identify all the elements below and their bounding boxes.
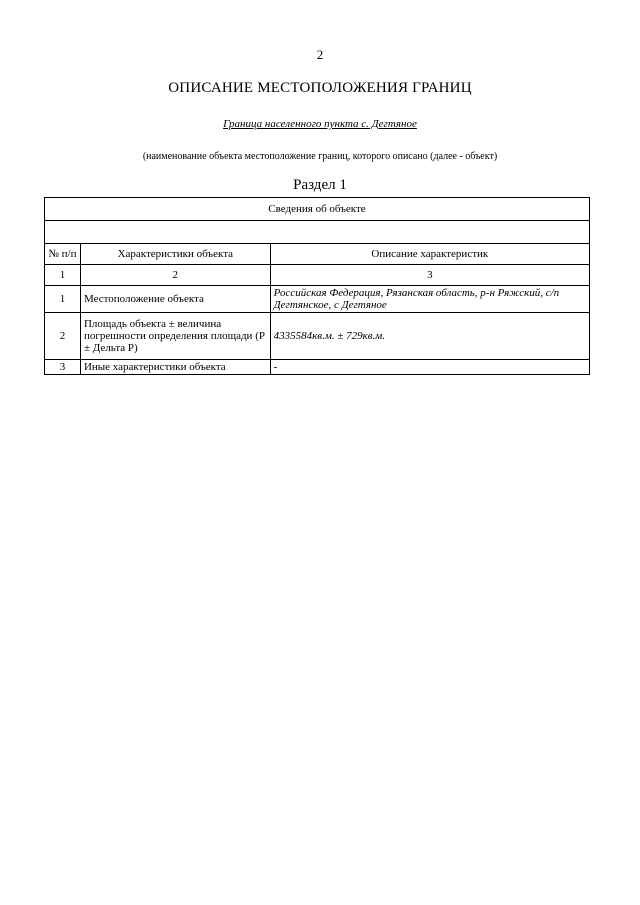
- row-characteristic: Иные характеристики объекта: [80, 360, 270, 375]
- page-number: 2: [316, 47, 324, 62]
- column-number-1: 1: [45, 265, 81, 286]
- row-description: 4335584кв.м. ± 729кв.м.: [270, 313, 589, 360]
- row-characteristic: Площадь объекта ± величина погрешности определения площади (Р ± Дельта Р): [80, 313, 270, 360]
- row-number: 2: [45, 313, 81, 360]
- table-heading: Сведения об объекте: [45, 198, 590, 221]
- column-header-number: № п/п: [45, 244, 81, 265]
- section-title: Раздел 1: [293, 177, 347, 193]
- column-number-3: 3: [270, 265, 589, 286]
- table-blank-row: [45, 221, 590, 244]
- row-number: 3: [45, 360, 81, 375]
- table-row: [45, 313, 590, 360]
- table-column-numbers: [45, 265, 590, 286]
- object-name-caption: (наименование объекта местоположение границ, которого описано (далее - объект): [142, 151, 498, 162]
- row-characteristic: Местоположение объекта: [80, 286, 270, 313]
- row-description: -: [270, 360, 589, 375]
- column-number-2: 2: [80, 265, 270, 286]
- object-info-table: [44, 197, 590, 375]
- table-heading-row: [45, 198, 590, 221]
- table-row: [45, 360, 590, 375]
- row-description: Российская Федерация, Рязанская область, р-н Ряжский, с/п Дегтянское, с Дегтяное: [270, 286, 589, 313]
- column-header-characteristic: Характеристики объекта: [80, 244, 270, 265]
- column-header-description: Описание характеристик: [270, 244, 589, 265]
- table-row: [45, 286, 590, 313]
- document-title: ОПИСАНИЕ МЕСТОПОЛОЖЕНИЯ ГРАНИЦ: [168, 80, 472, 96]
- table-blank-cell: [45, 221, 590, 244]
- object-name-text: Граница населенного пункта с. Дегтяное: [223, 118, 417, 130]
- object-name: [0, 118, 640, 130]
- table-column-headers: [45, 244, 590, 265]
- row-number: 1: [45, 286, 81, 313]
